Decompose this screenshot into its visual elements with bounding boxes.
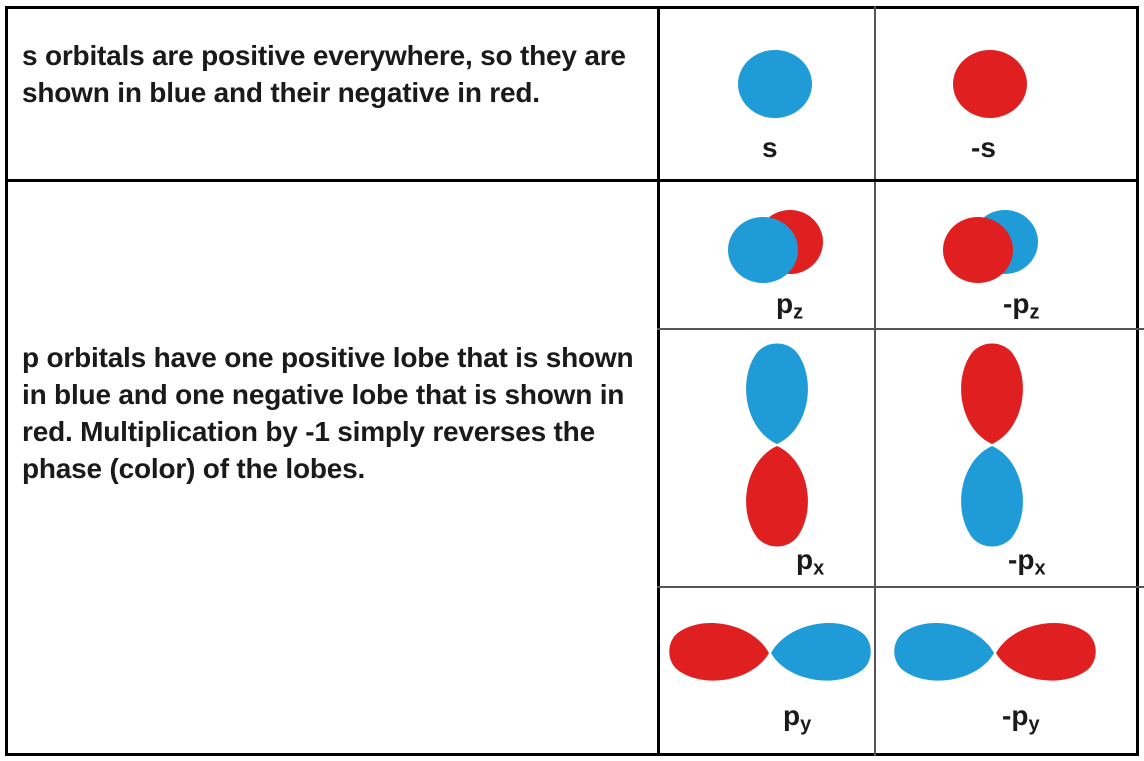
orbital-cell-s [680,36,870,166]
minus-py-orbital-icon [890,596,1100,746]
orbital-label-pz [776,288,803,325]
orbital-cell-minus-s [895,36,1085,166]
vertical-divider-main [657,6,660,756]
orbital-cell-py [665,596,875,746]
orbital-label-py-base: p [783,700,801,731]
s-orbital-description: s orbitals are positive everywhere, so they are shown in blue and their negative in red. [22,40,626,108]
orbital-label-minus-py-sub: y [1028,713,1040,736]
py-orbital-icon [665,596,875,746]
orbital-label-minus-s [971,132,996,164]
p-orbital-description: p orbitals have one positive lobe that is shown in blue and one negative lobe that is shown in red. Multiplication by -1 simply reverses the phase (color) of the lobes. [22,342,634,484]
px-orbital-icon [680,336,875,580]
orbital-label-minus-px [1008,544,1046,581]
orbital-cell-minus-px [895,336,1090,580]
orbital-label-pz-sub: z [793,301,804,324]
orbital-label-minus-s-base: -s [971,132,996,163]
minus-pz-orbital-icon [895,200,1090,322]
orbital-label-minus-py-base: -p [1002,700,1029,731]
orbital-label-minus-px-sub: x [1034,557,1046,580]
orbital-label-minus-pz [1003,288,1039,325]
orbital-label-minus-pz-base: -p [1003,288,1030,319]
orbital-label-py-sub: y [800,713,812,736]
horizontal-divider-row1 [5,179,1139,182]
orbital-label-s [762,132,778,164]
orbital-cell-pz [680,200,875,322]
orbital-label-px [796,544,824,581]
orbital-label-px-sub: x [813,557,825,580]
orbital-label-s-base: s [762,132,778,163]
orbital-label-pz-base: p [776,288,794,319]
orbital-label-px-base: p [796,544,814,575]
horizontal-divider-row3 [657,586,1144,588]
orbital-label-py [783,700,811,737]
minus-px-orbital-icon [895,336,1090,580]
orbital-cell-minus-py [890,596,1100,746]
orbital-label-minus-py [1002,700,1040,737]
orbital-label-minus-px-base: -p [1008,544,1035,575]
orbital-cell-minus-pz [895,200,1090,322]
orbital-cell-px [680,336,875,580]
orbital-label-minus-pz-sub: z [1029,301,1040,324]
horizontal-divider-row2 [657,328,1144,330]
